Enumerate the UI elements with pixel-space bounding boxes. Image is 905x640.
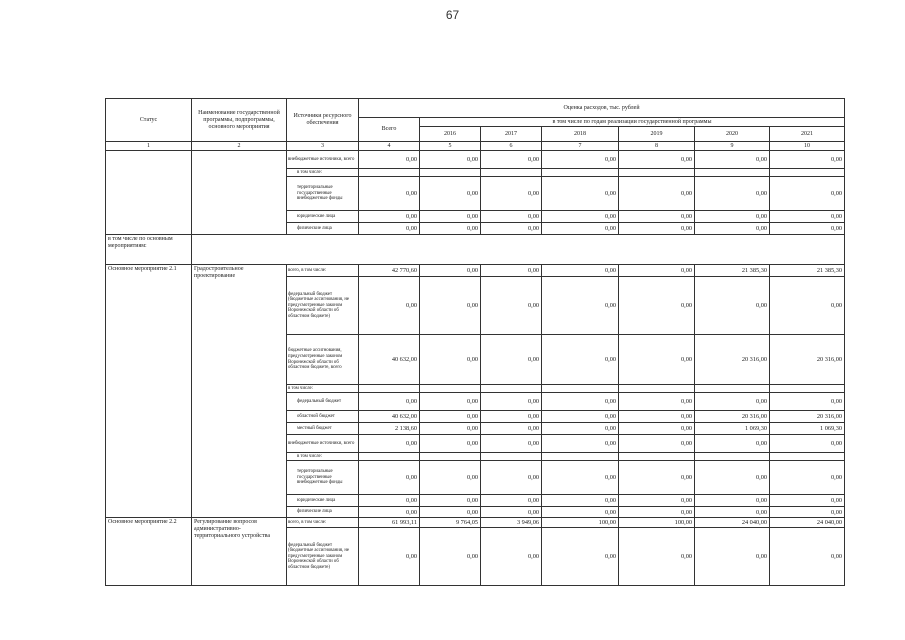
funding-source: всего, в том числе: xyxy=(287,265,359,277)
funding-source: юридические лица xyxy=(287,211,359,223)
amount-year: 0,00 xyxy=(695,211,770,223)
amount-year: 0,00 xyxy=(619,528,695,586)
amount-total: 0,00 xyxy=(359,435,420,453)
amount-year: 0,00 xyxy=(420,461,481,495)
column-number: 7 xyxy=(542,142,619,151)
header-year: 2021 xyxy=(770,127,845,142)
header-year: 2016 xyxy=(420,127,481,142)
amount-year: 0,00 xyxy=(619,265,695,277)
amount-year: 0,00 xyxy=(542,461,619,495)
amount-year xyxy=(619,169,695,177)
amount-year xyxy=(770,169,845,177)
amount-year: 1 069,30 xyxy=(770,423,845,435)
header-year: 2017 xyxy=(481,127,542,142)
amount-year: 0,00 xyxy=(770,461,845,495)
column-number: 5 xyxy=(420,142,481,151)
amount-year: 0,00 xyxy=(695,435,770,453)
amount-year xyxy=(542,385,619,393)
amount-total: 0,00 xyxy=(359,495,420,507)
amount-year: 0,00 xyxy=(619,151,695,169)
amount-year: 1 069,30 xyxy=(695,423,770,435)
amount-year: 0,00 xyxy=(420,151,481,169)
activity-name: Градостроительное проектирование xyxy=(192,265,287,518)
amount-total xyxy=(359,169,420,177)
amount-year xyxy=(695,169,770,177)
header-status: Статус xyxy=(106,99,192,142)
amount-year: 0,00 xyxy=(542,507,619,518)
amount-year: 0,00 xyxy=(770,211,845,223)
amount-year: 0,00 xyxy=(542,411,619,423)
amount-year: 0,00 xyxy=(420,423,481,435)
amount-total xyxy=(359,385,420,393)
amount-year: 0,00 xyxy=(695,177,770,211)
page-number: 67 xyxy=(445,8,460,22)
amount-year: 0,00 xyxy=(481,435,542,453)
amount-total: 0,00 xyxy=(359,461,420,495)
amount-year: 0,00 xyxy=(619,423,695,435)
amount-year xyxy=(770,385,845,393)
amount-year: 0,00 xyxy=(695,151,770,169)
amount-year: 100,00 xyxy=(619,518,695,528)
amount-total: 0,00 xyxy=(359,277,420,335)
amount-year: 0,00 xyxy=(420,177,481,211)
amount-year: 0,00 xyxy=(420,211,481,223)
header-sources: Источники ресурсного обеспечения xyxy=(287,99,359,142)
funding-source: федеральный бюджет xyxy=(287,393,359,411)
funding-source: областной бюджет xyxy=(287,411,359,423)
funding-source: в том числе: xyxy=(287,453,359,461)
amount-year: 0,00 xyxy=(420,495,481,507)
funding-source: территориальные государственные внебюджетные фонды xyxy=(287,177,359,211)
amount-year: 0,00 xyxy=(542,177,619,211)
amount-year: 0,00 xyxy=(542,277,619,335)
amount-year: 0,00 xyxy=(481,528,542,586)
column-number: 6 xyxy=(481,142,542,151)
amount-year: 0,00 xyxy=(770,507,845,518)
amount-year: 0,00 xyxy=(481,495,542,507)
amount-year xyxy=(542,169,619,177)
table-row xyxy=(106,518,845,528)
header-by-years: в том числе по годам реализации государственной программы xyxy=(420,118,845,127)
amount-year: 24 040,00 xyxy=(770,518,845,528)
amount-year: 0,00 xyxy=(420,223,481,235)
empty-cell xyxy=(192,235,845,265)
amount-year: 0,00 xyxy=(542,528,619,586)
amount-year: 0,00 xyxy=(542,423,619,435)
amount-year: 0,00 xyxy=(542,393,619,411)
amount-year: 0,00 xyxy=(420,435,481,453)
amount-year: 0,00 xyxy=(420,277,481,335)
amount-year: 0,00 xyxy=(770,528,845,586)
funding-source: внебюджетные источники, всего xyxy=(287,435,359,453)
amount-year: 0,00 xyxy=(542,265,619,277)
funding-source: физические лица xyxy=(287,223,359,235)
amount-year: 0,00 xyxy=(542,495,619,507)
amount-year: 20 316,00 xyxy=(695,411,770,423)
amount-year xyxy=(420,169,481,177)
amount-year: 0,00 xyxy=(481,277,542,335)
amount-year: 0,00 xyxy=(770,223,845,235)
amount-total xyxy=(359,453,420,461)
amount-year xyxy=(481,385,542,393)
header-program-name: Наименование государственной программы, подпрограммы, основного мероприятия xyxy=(192,99,287,142)
amount-year: 0,00 xyxy=(619,495,695,507)
column-number: 9 xyxy=(695,142,770,151)
amount-year: 0,00 xyxy=(619,507,695,518)
amount-total: 2 138,60 xyxy=(359,423,420,435)
amount-year xyxy=(619,385,695,393)
amount-year: 0,00 xyxy=(481,177,542,211)
funding-source: местный бюджет xyxy=(287,423,359,435)
column-number: 10 xyxy=(770,142,845,151)
amount-year: 0,00 xyxy=(695,495,770,507)
column-numbers-row xyxy=(106,142,845,151)
amount-year: 0,00 xyxy=(619,177,695,211)
amount-year: 0,00 xyxy=(619,411,695,423)
amount-year: 0,00 xyxy=(420,507,481,518)
amount-year: 0,00 xyxy=(481,211,542,223)
amount-year: 0,00 xyxy=(619,393,695,411)
amount-year: 0,00 xyxy=(481,151,542,169)
name-cell-continued xyxy=(192,151,287,235)
header-year: 2019 xyxy=(619,127,695,142)
header-total: Всего xyxy=(359,118,420,142)
amount-year: 0,00 xyxy=(619,335,695,385)
table-row xyxy=(106,151,845,169)
column-number: 3 xyxy=(287,142,359,151)
amount-year: 0,00 xyxy=(770,277,845,335)
amount-total: 0,00 xyxy=(359,223,420,235)
amount-year: 0,00 xyxy=(542,223,619,235)
amount-year xyxy=(770,453,845,461)
amount-year: 0,00 xyxy=(770,393,845,411)
amount-year: 0,00 xyxy=(542,435,619,453)
section-label: в том числе по основным мероприятиям: xyxy=(106,235,192,265)
amount-year: 0,00 xyxy=(619,211,695,223)
amount-total: 0,00 xyxy=(359,528,420,586)
amount-year: 0,00 xyxy=(770,435,845,453)
funding-source: федеральный бюджет (бюджетные ассигнования, не предусмотренные законом Воронежской области об областном бюджете) xyxy=(287,277,359,335)
amount-year: 9 764,05 xyxy=(420,518,481,528)
amount-year: 0,00 xyxy=(420,335,481,385)
amount-year: 0,00 xyxy=(481,265,542,277)
amount-year: 0,00 xyxy=(481,223,542,235)
amount-year: 21 385,30 xyxy=(770,265,845,277)
funding-source: в том числе: xyxy=(287,385,359,393)
amount-year: 0,00 xyxy=(695,528,770,586)
amount-total: 40 632,00 xyxy=(359,411,420,423)
amount-total: 0,00 xyxy=(359,211,420,223)
amount-year: 0,00 xyxy=(420,528,481,586)
amount-year: 0,00 xyxy=(420,265,481,277)
amount-year: 0,00 xyxy=(542,211,619,223)
amount-year: 0,00 xyxy=(420,393,481,411)
funding-source: территориальные государственные внебюджетные фонды xyxy=(287,461,359,495)
funding-source: в том числе: xyxy=(287,169,359,177)
table-row xyxy=(106,265,845,277)
amount-year: 3 949,06 xyxy=(481,518,542,528)
funding-source: физические лица xyxy=(287,507,359,518)
funding-source: всего, в том числе: xyxy=(287,518,359,528)
header-year: 2018 xyxy=(542,127,619,142)
amount-year: 20 316,00 xyxy=(695,335,770,385)
amount-total: 0,00 xyxy=(359,507,420,518)
amount-year: 0,00 xyxy=(695,507,770,518)
amount-total: 0,00 xyxy=(359,393,420,411)
funding-source: федеральный бюджет (бюджетные ассигнования, не предусмотренные законом Воронежской области об областном бюджете) xyxy=(287,528,359,586)
amount-year xyxy=(695,385,770,393)
amount-year: 100,00 xyxy=(542,518,619,528)
amount-year xyxy=(542,453,619,461)
amount-year: 0,00 xyxy=(770,151,845,169)
activity-status: Основное мероприятие 2.2 xyxy=(106,518,192,586)
amount-year: 0,00 xyxy=(770,495,845,507)
header-estimate: Оценка расходов, тыс. рублей xyxy=(359,99,845,118)
amount-year xyxy=(481,169,542,177)
amount-year: 20 316,00 xyxy=(770,335,845,385)
status-cell-continued xyxy=(106,151,192,235)
amount-year xyxy=(420,385,481,393)
amount-year: 20 316,00 xyxy=(770,411,845,423)
amount-year: 0,00 xyxy=(695,393,770,411)
amount-year: 0,00 xyxy=(542,151,619,169)
amount-year: 0,00 xyxy=(695,277,770,335)
funding-source: внебюджетные источники, всего xyxy=(287,151,359,169)
amount-year: 24 040,00 xyxy=(695,518,770,528)
column-number: 8 xyxy=(619,142,695,151)
amount-year: 0,00 xyxy=(695,461,770,495)
amount-year: 0,00 xyxy=(481,393,542,411)
header-year: 2020 xyxy=(695,127,770,142)
header-row-1 xyxy=(106,99,845,118)
amount-year: 0,00 xyxy=(481,461,542,495)
amount-year: 0,00 xyxy=(619,461,695,495)
amount-year: 0,00 xyxy=(481,507,542,518)
amount-year: 0,00 xyxy=(619,277,695,335)
column-number: 2 xyxy=(192,142,287,151)
amount-year: 0,00 xyxy=(619,223,695,235)
amount-year: 0,00 xyxy=(619,435,695,453)
amount-year: 0,00 xyxy=(695,223,770,235)
column-number: 1 xyxy=(106,142,192,151)
budget-table xyxy=(105,98,845,586)
activity-name: Регулирование вопросов административно-территориального устройства xyxy=(192,518,287,586)
funding-source: юридические лица xyxy=(287,495,359,507)
amount-year: 0,00 xyxy=(481,423,542,435)
amount-year: 21 385,30 xyxy=(695,265,770,277)
amount-year: 0,00 xyxy=(542,335,619,385)
amount-total: 61 993,11 xyxy=(359,518,420,528)
amount-year: 0,00 xyxy=(481,335,542,385)
amount-year: 0,00 xyxy=(420,411,481,423)
section-label-row xyxy=(106,235,845,265)
amount-year xyxy=(619,453,695,461)
column-number: 4 xyxy=(359,142,420,151)
amount-year xyxy=(481,453,542,461)
amount-year xyxy=(420,453,481,461)
amount-total: 0,00 xyxy=(359,151,420,169)
amount-total: 42 770,60 xyxy=(359,265,420,277)
amount-year xyxy=(695,453,770,461)
amount-total: 40 632,00 xyxy=(359,335,420,385)
activity-status: Основное мероприятие 2.1 xyxy=(106,265,192,518)
amount-total: 0,00 xyxy=(359,177,420,211)
funding-source: бюджетные ассигнования, предусмотренные законом Воронежской области об областном бюджете, всего xyxy=(287,335,359,385)
amount-year: 0,00 xyxy=(481,411,542,423)
amount-year: 0,00 xyxy=(770,177,845,211)
